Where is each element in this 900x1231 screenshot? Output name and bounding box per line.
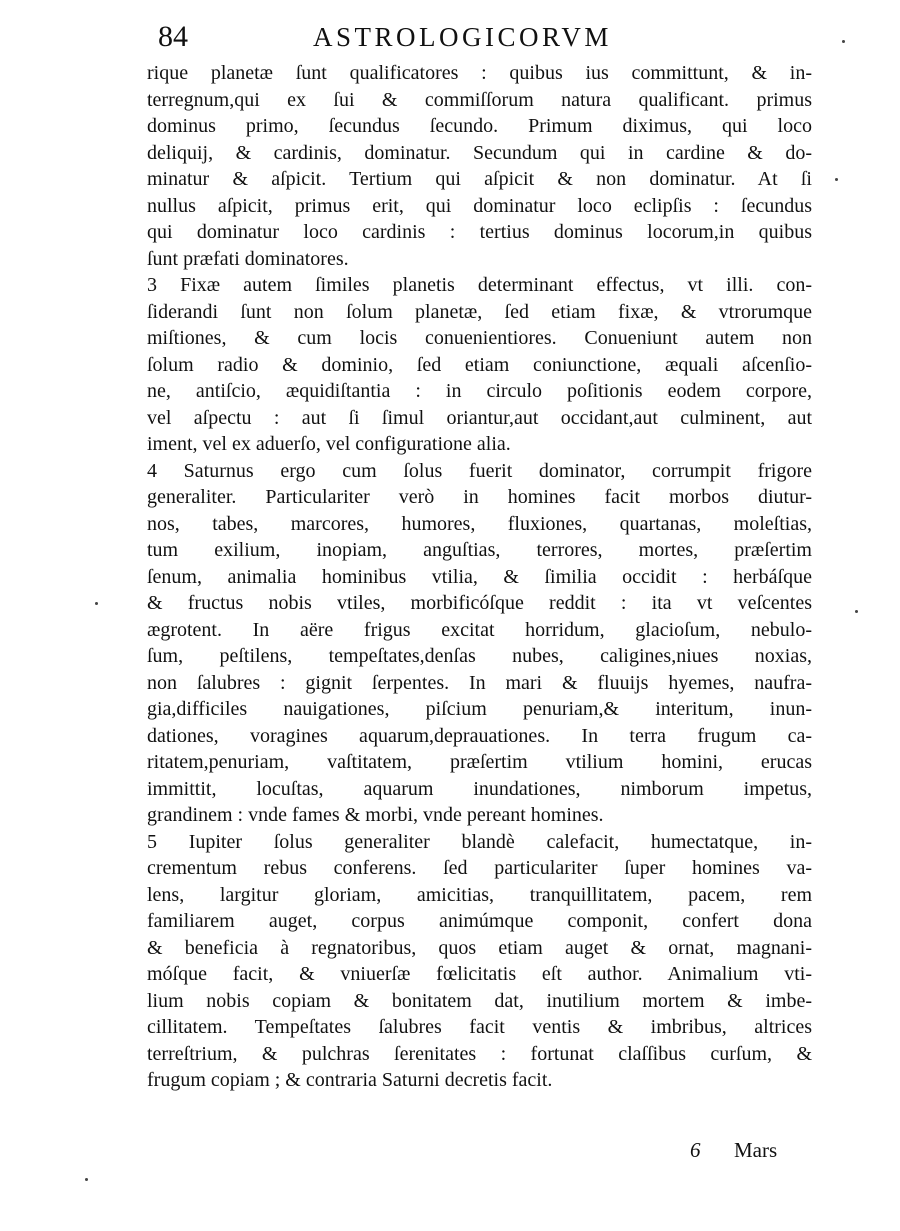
paragraph-4 <box>147 829 812 1094</box>
text-line: ſenum, animalia hominibus vtilia, & ſimilia occidit : herbáſque <box>147 565 812 588</box>
text-line: gia,difficiles nauigationes, piſcium penuriam,& interitum, inun- <box>147 698 812 720</box>
text-line: qui dominatur loco cardinis : tertius dominus locorum,in quibus <box>147 221 812 243</box>
text-line: & beneficia à regnatoribus, quos etiam auget & ornat, magnani- <box>147 936 812 959</box>
text-line: deliquij, & cardinis, dominatur. Secundum qui in cardine & do- <box>147 141 812 164</box>
text-line: ſolum radio & dominio, ſed etiam coniunctione, æquali aſcenſio- <box>147 353 812 376</box>
catchword-footer <box>690 1138 820 1168</box>
text-line: miſtiones, & cum locis conuenientiores. Conueniunt autem non <box>147 327 812 349</box>
paragraph-1 <box>147 60 812 272</box>
text-line: terreſtrium, & pulchras ſerenitates : fortunat claſſibus curſum, & <box>147 1042 812 1065</box>
text-line: nullus aſpicit, primus erit, qui dominatur loco eclipſis : ſecundus <box>147 194 812 217</box>
scan-speck <box>835 178 838 181</box>
text-line: & fructus nobis vtiles, morbificóſque reddit : ita vt veſcentes <box>147 592 812 614</box>
running-title: ASTROLOGICORVM <box>313 22 612 52</box>
text-line: 4 Saturnus ergo cum ſolus fuerit dominator, corrumpit frigore <box>147 459 812 482</box>
text-line: dominus primo, ſecundus ſecundo. Primum diximus, qui loco <box>147 115 812 137</box>
text-line: frugum copiam ; & contraria Saturni decretis facit. <box>147 1069 553 1091</box>
page-header <box>158 20 678 60</box>
text-line: iment, vel ex aduerſo, vel configuratione alia. <box>147 433 511 455</box>
scan-speck <box>842 40 845 43</box>
text-line: 3 Fixæ autem ſimiles planetis determinant effectus, vt illi. con- <box>147 274 812 296</box>
text-line: minatur & aſpicit. Tertium qui aſpicit & non dominatur. At ſi <box>147 168 812 190</box>
scan-speck <box>855 610 858 613</box>
body-text <box>147 60 812 1094</box>
scan-speck <box>95 602 98 605</box>
text-line: lium nobis copiam & bonitatem dat, inutilium mortem & imbe- <box>147 989 812 1012</box>
scan-speck <box>85 1178 88 1181</box>
text-line: ritatem,penuriam, vaſtitatem, præſertim vtilium homini, erucas <box>147 751 812 773</box>
text-line: ſum, peſtilens, tempeſtates,denſas nubes, caligines,niues noxias, <box>147 645 812 667</box>
text-line: dationes, voragines aquarum,deprauationes. In terra frugum ca- <box>147 724 812 747</box>
catchword-number: 6 <box>690 1138 701 1162</box>
text-line: tum exilium, inopiam, anguſtias, terrores, mortes, præſertim <box>147 539 812 561</box>
text-line: ne, antiſcio, æquidiſtantia : in circulo poſitionis eodem corpore, <box>147 380 812 402</box>
text-line: ſiderandi ſunt non ſolum planetæ, ſed etiam fixæ, & vtrorumque <box>147 300 812 323</box>
text-line: cillitatem. Tempeſtates ſalubres facit ventis & imbribus, altrices <box>147 1016 812 1038</box>
text-line: ſunt præfati dominatores. <box>147 247 349 270</box>
text-line: immittit, locuſtas, aquarum inundationes, nimborum impetus, <box>147 777 812 800</box>
text-line: familiarem auget, corpus animúmque componit, confert dona <box>147 910 812 932</box>
text-line: nos, tabes, marcores, humores, fluxiones, quartanas, moleſtias, <box>147 512 812 535</box>
paragraph-2 <box>147 272 812 458</box>
text-line: 5 Iupiter ſolus generaliter blandè calefacit, humectatque, in- <box>147 830 812 853</box>
text-line: crementum rebus conferens. ſed particulariter ſuper homines va- <box>147 857 812 879</box>
text-line: rique planetæ ſunt qualificatores : quibus ius committunt, & in- <box>147 62 812 84</box>
catchword: Mars <box>734 1138 778 1162</box>
text-line: vel aſpectu : aut ſi ſimul oriantur,aut occidant,aut culminent, aut <box>147 406 812 429</box>
page-number: 84 <box>158 20 188 53</box>
text-line: generaliter. Particulariter verò in homines facit morbos diutur- <box>147 486 812 508</box>
text-line: lens, largitur gloriam, amicitias, tranquillitatem, pacem, rem <box>147 883 812 906</box>
text-line: terregnum,qui ex ſui & commiſſorum natura qualificant. primus <box>147 88 812 111</box>
text-line: non ſalubres : gignit ſerpentes. In mari & fluuijs hyemes, naufra- <box>147 671 812 694</box>
text-line: ægrotent. In aëre frigus excitat horridum, glacioſum, nebulo- <box>147 618 812 641</box>
text-line: grandinem : vnde fames & morbi, vnde pereant homines. <box>147 804 604 826</box>
paragraph-3 <box>147 458 812 829</box>
text-line: móſque facit, & vniuerſæ fœlicitatis eſt author. Animalium vti- <box>147 963 812 985</box>
